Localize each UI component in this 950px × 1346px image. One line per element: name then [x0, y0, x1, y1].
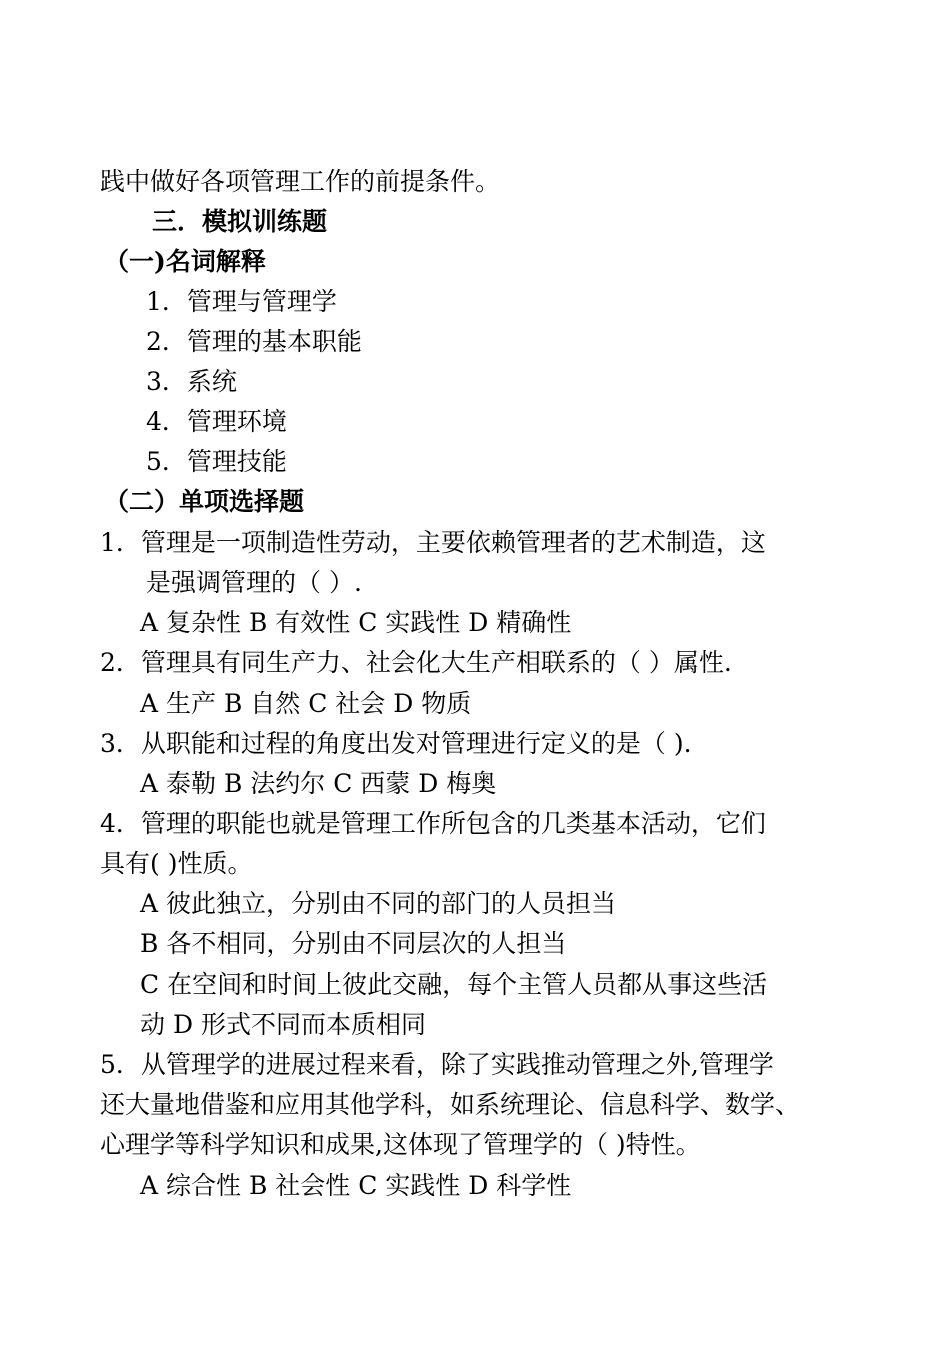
- question-4-stem-cont: 具有( )性质。: [100, 849, 253, 878]
- term-item: 3．系统: [146, 367, 237, 396]
- section-title: 三．模拟训练题: [152, 207, 328, 236]
- question-5-options: A 综合性 B 社会性 C 实践性 D 科学性: [140, 1171, 572, 1200]
- question-4-option-c: C 在空间和时间上彼此交融，每个主管人员都从事这些活: [140, 970, 768, 999]
- term-item: 4．管理环境: [146, 407, 287, 436]
- question-5-stem-cont: 心理学等科学知识和成果,这体现了管理学的（ )特性。: [100, 1130, 701, 1159]
- question-4-stem: 4．管理的职能也就是管理工作所包含的几类基本活动，它们: [100, 809, 766, 838]
- question-4-option-c-d: 动 D 形式不同而本质相同: [140, 1010, 426, 1039]
- term-item: 2．管理的基本职能: [146, 327, 362, 356]
- question-5-stem: 5．从管理学的进展过程来看，除了实践推动管理之外,管理学: [100, 1050, 774, 1079]
- part1-heading: （一)名词解释: [104, 247, 266, 276]
- question-2-stem: 2．管理具有同生产力、社会化大生产相联系的（ ）属性.: [100, 648, 732, 677]
- question-1-stem: 1．管理是一项制造性劳动，主要依赖管理者的艺术制造，这: [100, 528, 766, 557]
- question-5-stem-cont: 还大量地借鉴和应用其他学科，如系统理论、信息科学、数学、: [100, 1090, 801, 1119]
- part2-heading: （二）单项选择题: [104, 487, 305, 516]
- question-1-stem-cont: 是强调管理的（ ）.: [146, 568, 362, 597]
- question-2-options: A 生产 B 自然 C 社会 D 物质: [140, 689, 472, 718]
- question-3-options: A 泰勒 B 法约尔 C 西蒙 D 梅奥: [140, 769, 497, 798]
- question-3-stem: 3．从职能和过程的角度出发对管理进行定义的是（ ).: [100, 729, 692, 758]
- question-4-option-b: B 各不相同，分别由不同层次的人担当: [140, 929, 567, 958]
- question-4-option-a: A 彼此独立，分别由不同的部门的人员担当: [140, 889, 617, 918]
- term-item: 5．管理技能: [146, 447, 287, 476]
- term-item: 1．管理与管理学: [146, 287, 337, 316]
- question-1-options: A 复杂性 B 有效性 C 实践性 D 精确性: [140, 608, 572, 637]
- intro-tail-text: 践中做好各项管理工作的前提条件。: [100, 167, 501, 196]
